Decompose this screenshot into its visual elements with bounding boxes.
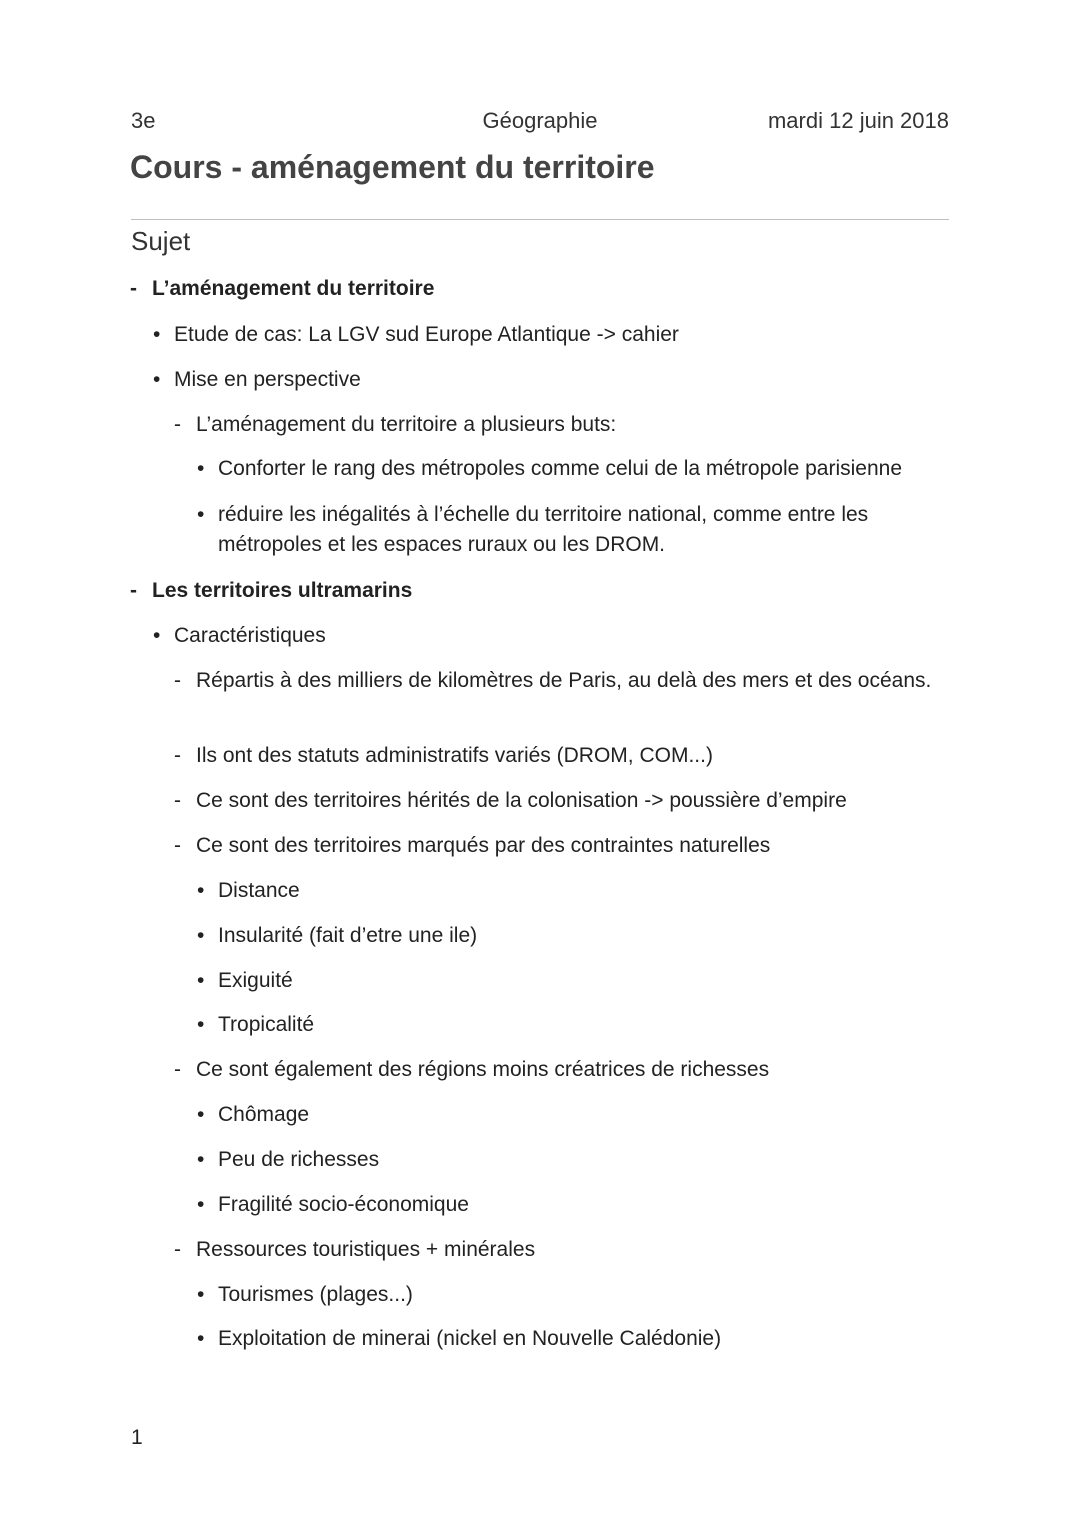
list-item [197, 1010, 942, 1040]
bullet-marker: • [197, 503, 205, 526]
outline-heading-text: Les territoires ultramarins [152, 579, 413, 602]
list-item [197, 1145, 942, 1175]
bullet-marker: • [197, 1013, 205, 1036]
list-item-text: Ce sont des territoires hérités de la colonisation -> poussière d’empire [196, 789, 847, 812]
list-item [174, 1055, 942, 1085]
bullet-marker: • [197, 1103, 205, 1126]
dash-marker: - [174, 1058, 181, 1081]
dash-marker: - [174, 834, 181, 857]
list-item-text: Insularité (fait d’etre une ile) [218, 924, 478, 947]
list-item [174, 1235, 942, 1265]
title-divider [131, 219, 949, 220]
list-item [174, 786, 942, 816]
list-item-text: Exploitation de minerai (nickel en Nouvelle Calédonie) [218, 1327, 722, 1350]
dash-marker: - [130, 277, 137, 300]
list-item-text: Ils ont des statuts administratifs variés (DROM, COM...) [196, 744, 713, 767]
list-item [174, 831, 942, 861]
list-item-text: Distance [218, 879, 300, 902]
list-item-text: réduire les inégalités à l’échelle du territoire national, comme entre les métropoles et les espaces ruraux ou les DROM. [218, 503, 869, 556]
dash-marker: - [174, 669, 181, 692]
dash-marker: - [174, 789, 181, 812]
list-item [197, 454, 942, 484]
list-item [153, 320, 942, 350]
bullet-marker: • [153, 368, 161, 391]
list-item-text: Ce sont également des régions moins créatrices de richesses [196, 1058, 770, 1081]
bullet-marker: • [197, 969, 205, 992]
dash-marker: - [174, 744, 181, 767]
list-item-text: Etude de cas: La LGV sud Europe Atlantique -> cahier [174, 323, 679, 346]
outline-heading [130, 274, 942, 304]
list-item-text: Tourismes (plages...) [218, 1283, 413, 1306]
dash-marker: - [174, 1238, 181, 1261]
header-subject: Géographie [482, 108, 598, 133]
list-item [153, 621, 942, 651]
list-item [197, 876, 942, 906]
list-item-text: Répartis à des milliers de kilomètres de Paris, au delà des mers et des océans. [196, 669, 932, 692]
list-item-text: Caractéristiques [174, 624, 326, 647]
bullet-marker: • [153, 323, 161, 346]
list-item-text: Chômage [218, 1103, 310, 1126]
page-number: 1 [131, 1426, 143, 1449]
list-item [174, 666, 942, 696]
list-item [174, 741, 942, 771]
bullet-marker: • [197, 1327, 205, 1350]
bullet-marker: • [197, 1283, 205, 1306]
dash-marker: - [174, 413, 181, 436]
list-item [197, 500, 942, 560]
bullet-marker: • [197, 457, 205, 480]
list-item-text: Ressources touristiques + minérales [196, 1238, 536, 1261]
dash-marker: - [130, 579, 137, 602]
list-item-text: Fragilité socio-économique [218, 1193, 469, 1216]
list-item [197, 1324, 942, 1354]
list-item [197, 921, 942, 951]
section-heading: Sujet [131, 226, 191, 256]
outline-heading [130, 576, 942, 606]
list-item-text: Mise en perspective [174, 368, 361, 391]
list-item-text: L’aménagement du territoire a plusieurs buts: [196, 413, 617, 436]
bullet-marker: • [197, 924, 205, 947]
list-item-text: Tropicalité [218, 1013, 315, 1036]
list-item-text: Peu de richesses [218, 1148, 380, 1171]
list-item-text: Ce sont des territoires marqués par des contraintes naturelles [196, 834, 771, 857]
header-date: mardi 12 juin 2018 [767, 108, 949, 133]
list-item-text: Exiguité [218, 969, 293, 992]
list-item [197, 1190, 942, 1220]
list-item [197, 1100, 942, 1130]
bullet-marker: • [197, 1148, 205, 1171]
bullet-marker: • [197, 1193, 205, 1216]
outline-heading-text: L’aménagement du territoire [152, 277, 435, 300]
list-item [174, 410, 942, 440]
list-item [153, 365, 942, 395]
bullet-marker: • [153, 624, 161, 647]
bullet-marker: • [197, 879, 205, 902]
header-class-label: 3e [131, 108, 156, 133]
list-item [197, 966, 942, 996]
list-item [197, 1280, 942, 1310]
page-title: Cours - aménagement du territoire [130, 149, 655, 185]
list-item-text: Conforter le rang des métropoles comme celui de la métropole parisienne [218, 457, 903, 480]
